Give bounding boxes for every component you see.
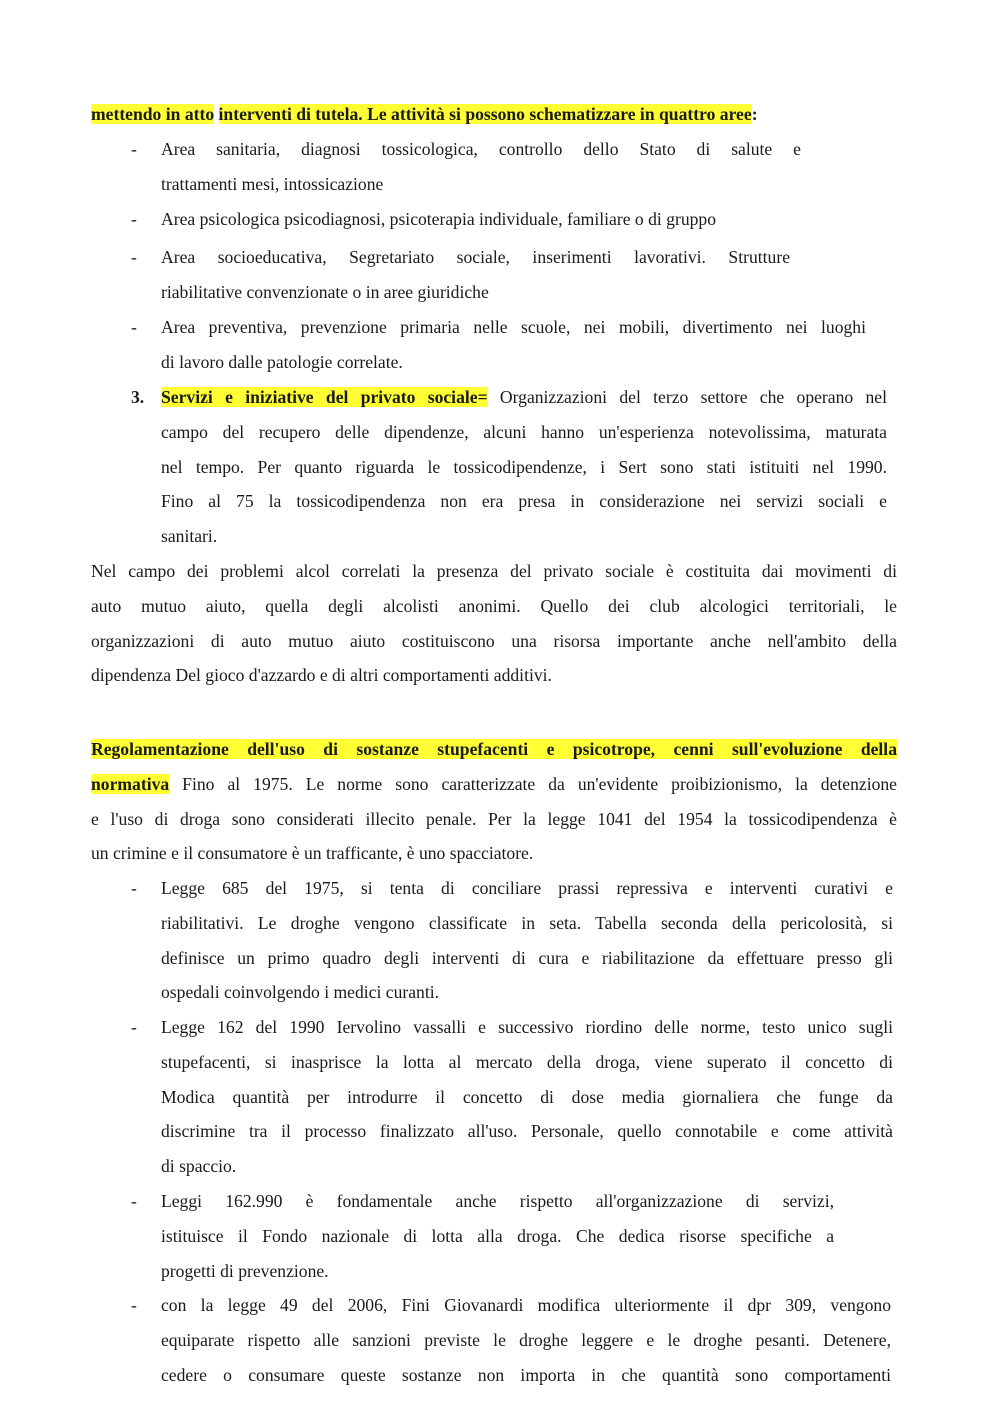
highlight-text: mettendo in atto xyxy=(91,104,215,124)
list-item-line: Legge 685 del 1975, si tenta di conciliare prassi repressiva e interventi curativi e xyxy=(161,878,893,898)
section-paragraph xyxy=(91,732,897,871)
list-item-line: riabilitative convenzionate o in aree giuridiche xyxy=(161,281,489,302)
numbered-item-line: sanitari. xyxy=(161,526,218,547)
bullet: - xyxy=(131,1017,137,1037)
list-item-line: di spaccio. xyxy=(161,1156,237,1177)
bullet: - xyxy=(131,209,137,229)
list-item-line: definisce un primo quadro degli interventi di cura e riabilitazione da effettuare presso gli xyxy=(161,947,893,968)
list-item-line: Leggi 162.990 è fondamentale anche rispetto all'organizzazione di servizi, xyxy=(161,1191,834,1211)
bullet: - xyxy=(131,139,137,159)
paragraph-line: Nel campo dei problemi alcol correlati la presenza del privato sociale è costituita dai movimenti di xyxy=(91,561,897,581)
intro-line xyxy=(91,97,897,132)
item-text: Organizzazioni del terzo settore che operano nel xyxy=(487,387,887,407)
list-item xyxy=(91,1010,893,1184)
paragraph-line xyxy=(91,767,897,802)
list-item-line: con la legge 49 del 2006, Fini Giovanardi modifica ulteriormente il dpr 309, vengono xyxy=(161,1295,891,1315)
bullet: - xyxy=(131,1295,137,1315)
colon: : xyxy=(751,104,758,124)
bullet: - xyxy=(131,317,137,337)
numbered-item-line: campo del recupero delle dipendenze, alcuni hanno un'esperienza notevolissima, maturata xyxy=(161,421,887,442)
list-item-line: cedere o consumare queste sostanze non importa in che quantità sono comportamenti xyxy=(161,1364,891,1385)
list-item-line: riabilitativi. Le droghe vengono classificate in seta. Tabella seconda della pericolosità, si xyxy=(161,912,893,933)
list-item-line: equiparate rispetto alle sanzioni previste le droghe leggere e le droghe pesanti. Detenere, xyxy=(161,1329,891,1350)
list-item-line: Area sanitaria, diagnosi tossicologica, controllo dello Stato di salute e xyxy=(161,139,801,159)
bullet: - xyxy=(131,878,137,898)
section-heading: normativa xyxy=(91,773,170,794)
list-item-line: ospedali coinvolgendo i medici curanti. xyxy=(161,982,440,1003)
list-item xyxy=(91,202,891,237)
list-item-line: discrimine tra il processo finalizzato all'uso. Personale, quello connotabile e come attività xyxy=(161,1121,893,1142)
section-heading: Regolamentazione dell'uso di sostanze stupefacenti e psicotrope, cenni sull'evoluzione della xyxy=(91,739,897,759)
list-item xyxy=(91,1288,891,1392)
paragraph xyxy=(91,554,897,693)
paragraph-line: organizzazioni di auto mutuo aiuto costituiscono una risorsa importante anche nell'ambito della xyxy=(91,630,897,651)
list-item-line: Area preventiva, prevenzione primaria nelle scuole, nei mobili, divertimento nei luoghi xyxy=(161,317,866,337)
paragraph-line: dipendenza Del gioco d'azzardo e di altri comportamenti additivi. xyxy=(91,665,552,686)
highlight-text: interventi di tutela. Le attività si possono schematizzare in quattro aree xyxy=(218,104,752,124)
list-item xyxy=(91,1184,834,1288)
list-item-line: Modica quantità per introdurre il concetto di dose media giornaliera che funge da xyxy=(161,1086,893,1107)
numbered-item-first-line xyxy=(161,380,887,415)
list-item-line: trattamenti mesi, intossicazione xyxy=(161,173,384,194)
section-heading-line xyxy=(91,732,897,767)
list-item-line: Area psicologica psicodiagnosi, psicoterapia individuale, familiare o di gruppo xyxy=(161,209,717,229)
paragraph-line: un crimine e il consumatore è un trafficante, è uno spacciatore. xyxy=(91,843,534,864)
paragraph-line: e l'uso di droga sono considerati illecito penale. Per la legge 1041 del 1954 la tossicodipendenza è xyxy=(91,808,897,829)
numbered-item-line: Fino al 75 la tossicodipendenza non era presa in considerazione nei servizi sociali e xyxy=(161,491,887,512)
highlight-text: Servizi e iniziative del privato sociale= xyxy=(161,387,488,407)
paragraph-line: auto mutuo aiuto, quella degli alcolisti anonimi. Quello dei club alcologici territoriali, le xyxy=(91,595,897,616)
list-item xyxy=(91,240,790,310)
list-item-line: istituisce il Fondo nazionale di lotta alla droga. Che dedica risorse specifiche a xyxy=(161,1225,834,1246)
list-item xyxy=(91,310,866,380)
list-item-line: Area socioeducativa, Segretariato sociale, inserimenti lavorativi. Strutture xyxy=(161,247,790,267)
bullet: - xyxy=(131,1191,137,1211)
list-item xyxy=(91,132,801,202)
list-item-line: stupefacenti, si inasprisce la lotta al mercato della droga, viene superato il concetto di xyxy=(161,1051,893,1072)
list-item-line: di lavoro dalle patologie correlate. xyxy=(161,351,403,372)
numbered-item xyxy=(91,380,887,554)
numbered-item-line: nel tempo. Per quanto riguarda le tossicodipendenze, i Sert sono stati istituiti nel 1990. xyxy=(161,456,887,477)
paragraph-text: Fino al 1975. Le norme sono caratterizzate da un'evidente proibizionismo, la detenzione xyxy=(169,773,897,794)
list-item-line: Legge 162 del 1990 Iervolino vassalli e successivo riordino delle norme, testo unico sugli xyxy=(161,1017,893,1037)
item-number: 3. xyxy=(131,387,145,407)
bullet: - xyxy=(131,247,137,267)
list-item xyxy=(91,871,893,1010)
list-item-line: progetti di prevenzione. xyxy=(161,1260,329,1281)
